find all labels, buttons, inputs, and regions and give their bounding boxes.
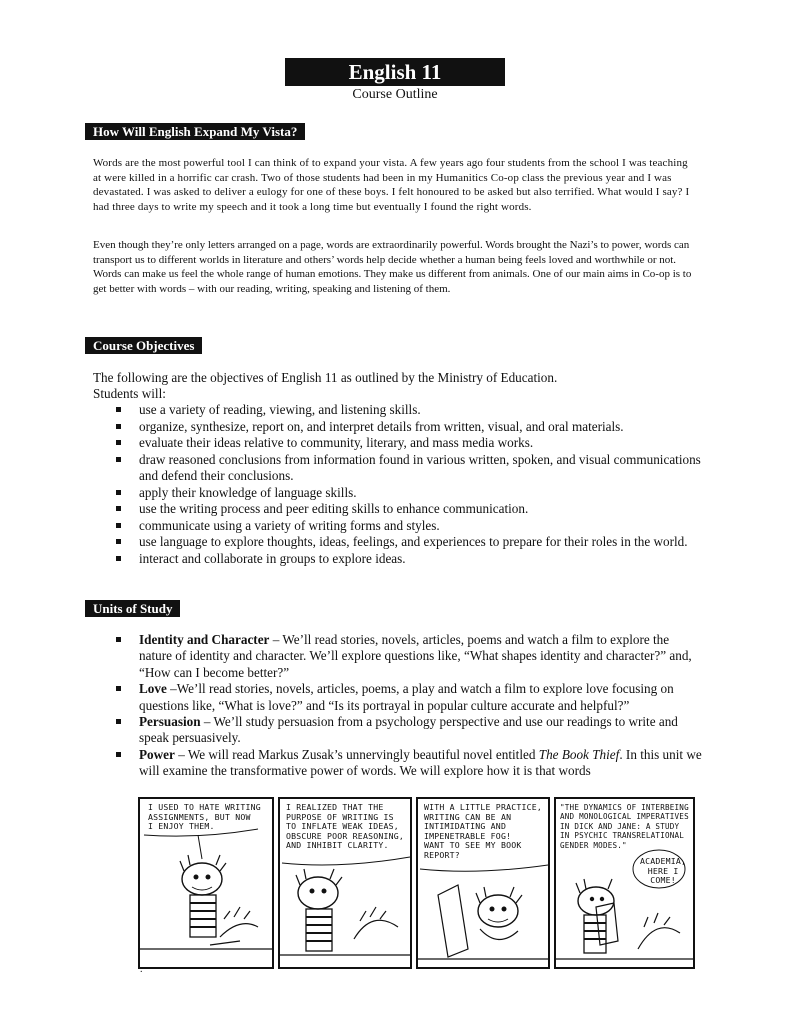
list-item: organize, synthesize, report on, and interpret details from written, visual, and oral materials. <box>93 419 705 436</box>
objectives-list <box>93 402 705 567</box>
comic-drawing <box>556 799 695 969</box>
document-title: English 11 <box>285 58 505 86</box>
speech-bubble-2: ACADEMIA, HERE I COME! <box>640 856 687 886</box>
list-item: use the writing process and peer editing skills to enhance communication. <box>93 501 705 518</box>
comic-strip <box>138 797 695 969</box>
section-heading-vista: How Will English Expand My Vista? <box>85 123 305 140</box>
unit-text: – We’ll read stories, novels, articles, poems and watch a film to explore the nature of identity and character. We’ll explore questions like, “What shapes identity and character?” and, “How can I become better?” <box>139 632 692 680</box>
section-heading-units: Units of Study <box>85 600 180 617</box>
comic-drawing <box>418 799 550 969</box>
unit-name: Love <box>139 681 167 697</box>
comic-panel-3 <box>416 797 550 969</box>
list-item: interact and collaborate in groups to explore ideas. <box>93 551 705 568</box>
speech-bubble: "THE DYNAMICS OF INTERBEING AND MONOLOGICAL IMPERATIVES IN DICK AND JANE: A STUDY IN PSYCHIC TRANSRELATIONAL GENDER MODES." <box>560 803 689 850</box>
objectives-intro-line-1: The following are the objectives of English 11 as outlined by the Ministry of Education. <box>93 370 558 385</box>
unit-name: Persuasion <box>139 714 201 730</box>
comic-drawing <box>280 799 412 969</box>
list-item: use language to explore thoughts, ideas, feelings, and experiences to prepare for their roles in the world. <box>93 534 705 551</box>
unit-item-persuasion <box>93 714 705 747</box>
list-item: draw reasoned conclusions from information found in various written, spoken, and visual communications and defend their conclusions. <box>93 452 705 485</box>
speech-bubble: WITH A LITTLE PRACTICE, WRITING CAN BE AN INTIMIDATING AND IMPENETRABLE FOG! WANT TO SEE MY BOOK REPORT? <box>424 802 542 860</box>
list-item: apply their knowledge of language skills. <box>93 485 705 502</box>
list-item: use a variety of reading, viewing, and listening skills. <box>93 402 705 419</box>
unit-text-continued: . In this unit we will examine the transformative power of words. We will explore how it is that words <box>139 746 702 779</box>
unit-name: Identity and Character <box>139 632 270 647</box>
list-item: evaluate their ideas relative to community, literary, and mass media works. <box>93 435 705 452</box>
section-heading-objectives: Course Objectives <box>85 337 202 354</box>
book-title: The Book Thief <box>538 746 620 762</box>
speech-bubble: I USED TO HATE WRITING ASSIGNMENTS, BUT NOW I ENJOY THEM. <box>148 802 261 832</box>
comic-drawing <box>140 799 274 969</box>
unit-text: – We will read Markus Zusak’s unnervingly beautiful novel entitled <box>174 746 539 762</box>
comic-panel-2 <box>278 797 412 969</box>
objectives-intro-line-2: Students will: <box>93 386 166 402</box>
list-item: communicate using a variety of writing forms and styles. <box>93 518 705 535</box>
unit-text: – We’ll study persuasion from a psychology perspective and use our readings to write and speak persuasively. <box>139 714 678 746</box>
unit-text: –We’ll read stories, novels, articles, poems, a play and watch a film to explore love focusing on questions like, “What is love?” and “Is its portrayal in popular culture accurate and helpful?” <box>139 681 674 713</box>
units-list <box>93 632 705 780</box>
unit-item-identity <box>93 632 705 681</box>
vista-paragraph-2: Even though they’re only letters arranged on a page, words are extraordinarily powerful. Words brought the Nazi’s to power, words can transport us to different worlds in literature and others’ words help decide whether a human being feels loved and worthwhile or not. Words can make us feel the whole range of human emotions. They make us different from animals. One of our main aims in Co-op is to get better with words – with our reading, writing, speaking and listening of them. <box>93 239 692 295</box>
comic-panel-4 <box>554 797 695 969</box>
unit-item-love <box>93 681 705 714</box>
unit-name: Power <box>139 746 175 762</box>
vista-paragraph-1: Words are the most powerful tool I can think of to expand your vista. A few years ago four students from the school I was teaching at were killed in a horrific car crash. Two of those students had been in my Humanitics Co-op class the previous year and I was devastated. I was asked to deliver a eulogy for one of these boys. I felt honoured to be asked but also terrified. What would I say? I had three days to write my speech and it took a long time but eventually I found the right words. <box>93 157 690 213</box>
speech-bubble: I REALIZED THAT THE PURPOSE OF WRITING IS TO INFLATE WEAK IDEAS, OBSCURE POOR REASONING, AND INHIBIT CLARITY. <box>286 802 404 851</box>
stray-mark: . <box>140 964 143 975</box>
unit-item-power <box>93 747 705 780</box>
document-subtitle: Course Outline <box>352 87 438 102</box>
comic-panel-1 <box>138 797 274 969</box>
objectives-intro <box>93 370 703 403</box>
